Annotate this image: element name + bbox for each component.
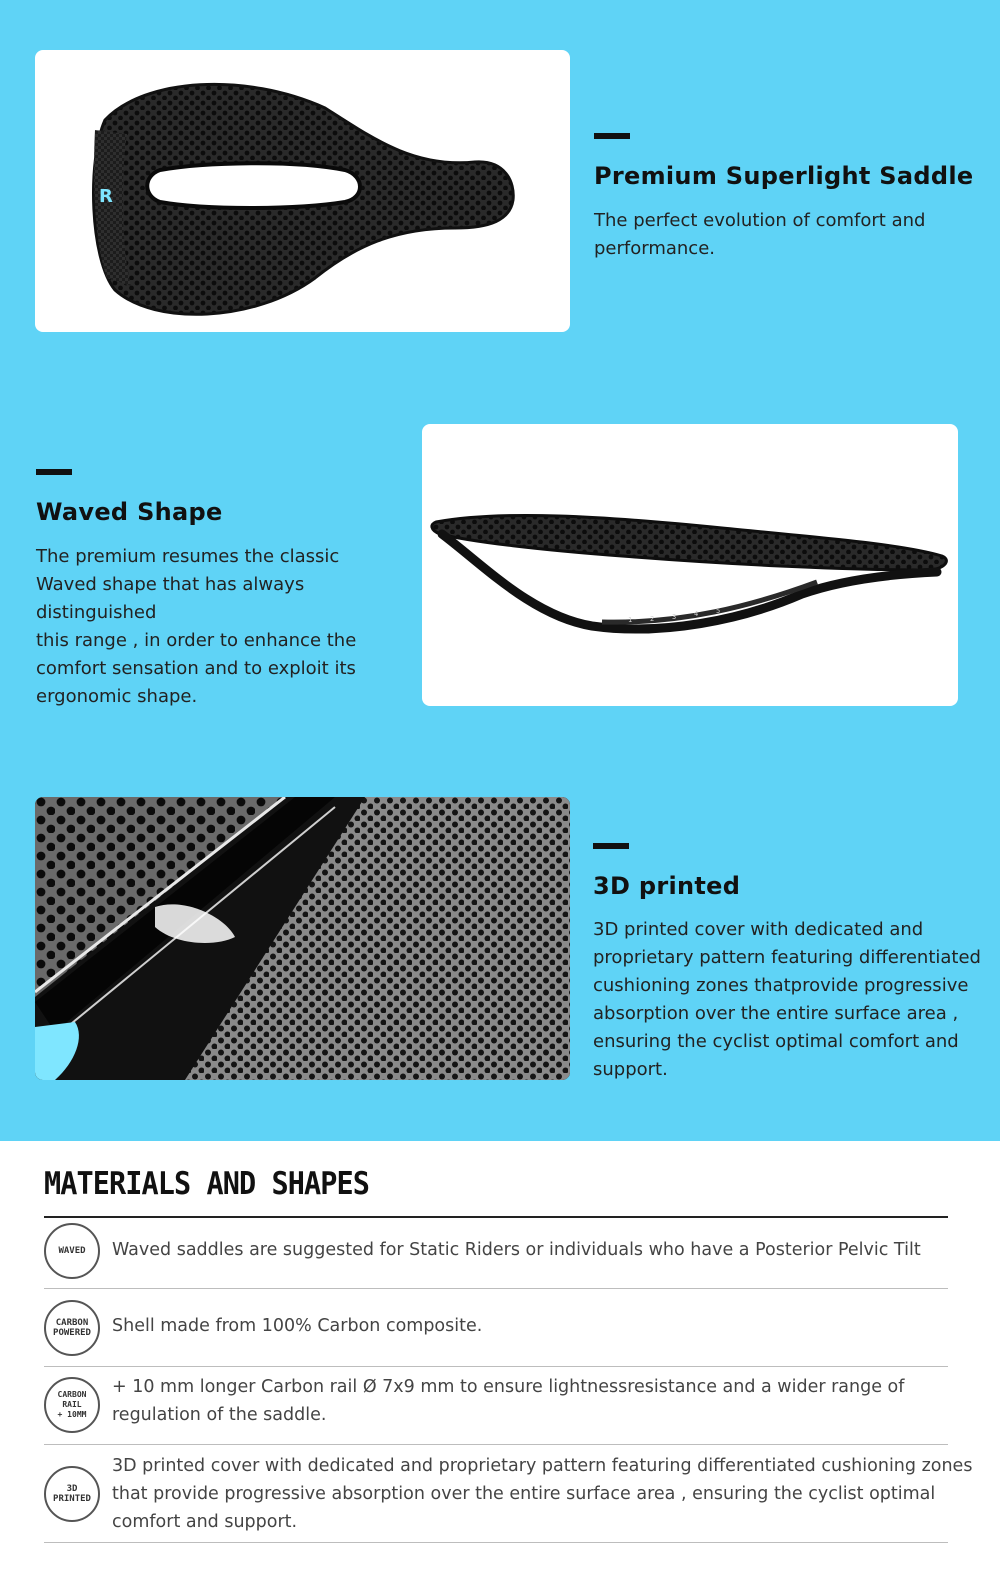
feature-desc-superlight: The perfect evolution of comfort and performance.	[594, 210, 926, 259]
materials-section-title: MATERIALS AND SHAPES	[44, 1166, 370, 1202]
3d-printed-badge-icon: 3D PRINTED	[44, 1466, 100, 1522]
feature-desc-3d-printed: 3D printed cover with dedicated and proprietary pattern featuring differentiated cushioning zones thatprovide progressive absorption over the entire surface area , ensuring the cyclist optimal comfort and support.	[593, 919, 981, 1080]
feature-title-superlight: Premium Superlight Saddle	[594, 162, 974, 190]
feature-title-3d-printed: 3D printed	[593, 872, 741, 900]
material-row-carbon-shell: Shell made from 100% Carbon composite.	[112, 1316, 483, 1336]
waved-badge-icon: WAVED	[44, 1223, 100, 1279]
ruler-tick-2: 2	[650, 615, 655, 623]
dash-icon	[594, 133, 630, 139]
material-row-3d-cover: 3D printed cover with dedicated and proprietary pattern featuring differentiated cushioning zones that provide progressive absorption over the entire surface area , ensuring the cyclist optimal comfort and support.	[112, 1456, 973, 1532]
saddle-closeup-illustration	[35, 797, 570, 1080]
saddle-top-view-image	[35, 50, 570, 332]
material-row-waved: Waved saddles are suggested for Static Riders or individuals who have a Posterior Pelvic Tilt	[112, 1240, 921, 1260]
feature-title-waved: Waved Shape	[36, 498, 223, 526]
saddle-side-view-image	[422, 424, 958, 706]
ruler-tick-5: 5	[716, 607, 721, 615]
row-divider	[44, 1444, 948, 1445]
ruler-tick-4: 4	[694, 610, 699, 618]
section-divider	[44, 1216, 948, 1218]
dash-icon	[36, 469, 72, 475]
row-divider	[44, 1288, 948, 1289]
row-divider	[44, 1366, 948, 1367]
ruler-tick-3: 3	[672, 613, 677, 621]
carbon-powered-badge-icon: CARBON POWERED	[44, 1300, 100, 1356]
saddle-side-view-illustration	[422, 424, 958, 706]
brand-logo-mark: R	[99, 186, 113, 207]
feature-desc-waved: The premium resumes the classic Waved shape that has always distinguished this range , in order to enhance the comfort sensation and to exploit its ergonomic shape.	[36, 546, 357, 707]
material-row-carbon-rail: + 10 mm longer Carbon rail Ø 7x9 mm to ensure lightnessresistance and a wider range of regulation of the saddle.	[112, 1377, 905, 1425]
row-divider	[44, 1542, 948, 1543]
carbon-rail-badge-icon: CARBON RAIL + 10MM	[44, 1377, 100, 1433]
dash-icon	[593, 843, 629, 849]
saddle-top-view-illustration	[35, 50, 570, 332]
ruler-tick-1: 1	[628, 616, 633, 624]
saddle-closeup-image	[35, 797, 570, 1080]
